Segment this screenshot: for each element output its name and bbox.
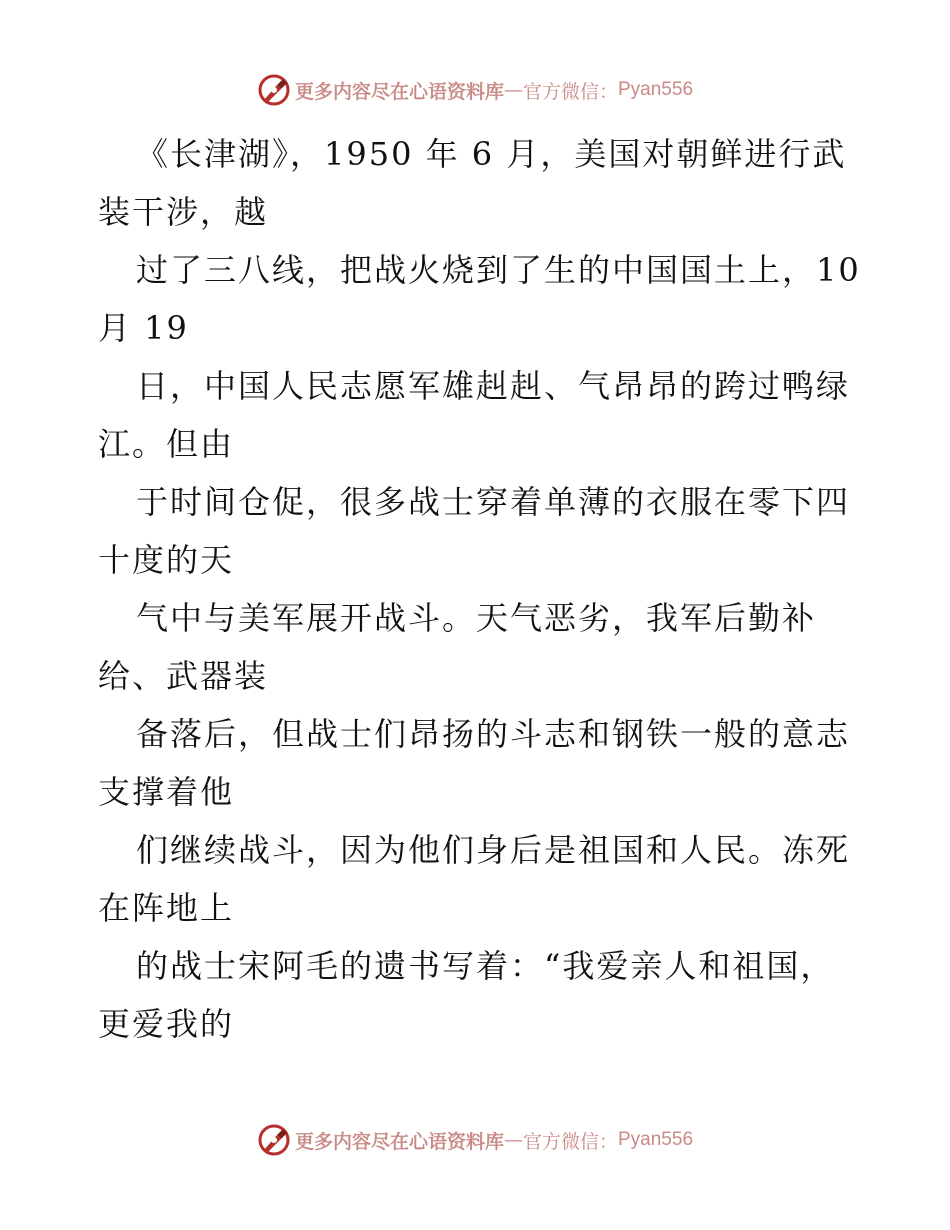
text-line: 备落后，但战士们昂扬的斗志和钢铁一般的意志 bbox=[136, 715, 851, 753]
text-line: 的战士宋阿毛的遗书写着：“我爱亲人和祖国， bbox=[136, 947, 835, 985]
header-banner bbox=[0, 70, 950, 110]
text-line: 装干涉，越 bbox=[98, 193, 269, 231]
body-text bbox=[98, 125, 868, 1053]
banner-main-text: 更多内容尽在心语资料库 bbox=[294, 1130, 504, 1153]
text-line: 十度的天 bbox=[98, 541, 235, 579]
text-line: 气中与美军展开战斗。天气恶劣，我军后勤补 bbox=[136, 599, 817, 637]
text-line: 江。但由 bbox=[98, 425, 235, 463]
text-line: 于时间仓促，很多战士穿着单薄的衣服在零下四 bbox=[136, 483, 851, 521]
text-line: 在阵地上 bbox=[98, 889, 235, 927]
banner-separator: — bbox=[503, 1129, 523, 1151]
text-line: 支撑着他 bbox=[98, 773, 235, 811]
text-line: 月 19 bbox=[98, 309, 189, 347]
text-line: 更爱我的 bbox=[98, 1005, 235, 1043]
banner-wechat-id: Pyan556 bbox=[618, 79, 694, 100]
banner-main-text: 更多内容尽在心语资料库 bbox=[294, 80, 504, 103]
text-line: 们继续战斗，因为他们身后是祖国和人民。冻死 bbox=[136, 831, 851, 869]
text-line: 给、武器装 bbox=[98, 657, 269, 695]
banner-wechat-label: 官方微信： bbox=[522, 1130, 618, 1153]
banner-separator: — bbox=[503, 79, 523, 101]
pen-logo-icon bbox=[257, 1123, 291, 1157]
pen-logo-icon bbox=[257, 73, 291, 107]
text-line: 《长津湖》，1950 年 6 月，美国对朝鲜进行武 bbox=[136, 135, 847, 173]
banner-wechat-id: Pyan556 bbox=[618, 1129, 694, 1150]
footer-banner bbox=[0, 1120, 950, 1160]
text-line: 日，中国人民志愿军雄赳赳、气昂昂的跨过鸭绿 bbox=[136, 367, 851, 405]
banner-wechat-label: 官方微信： bbox=[522, 80, 618, 103]
text-line: 过了三八线，把战火烧到了生的中国国土上，10 bbox=[136, 251, 861, 289]
